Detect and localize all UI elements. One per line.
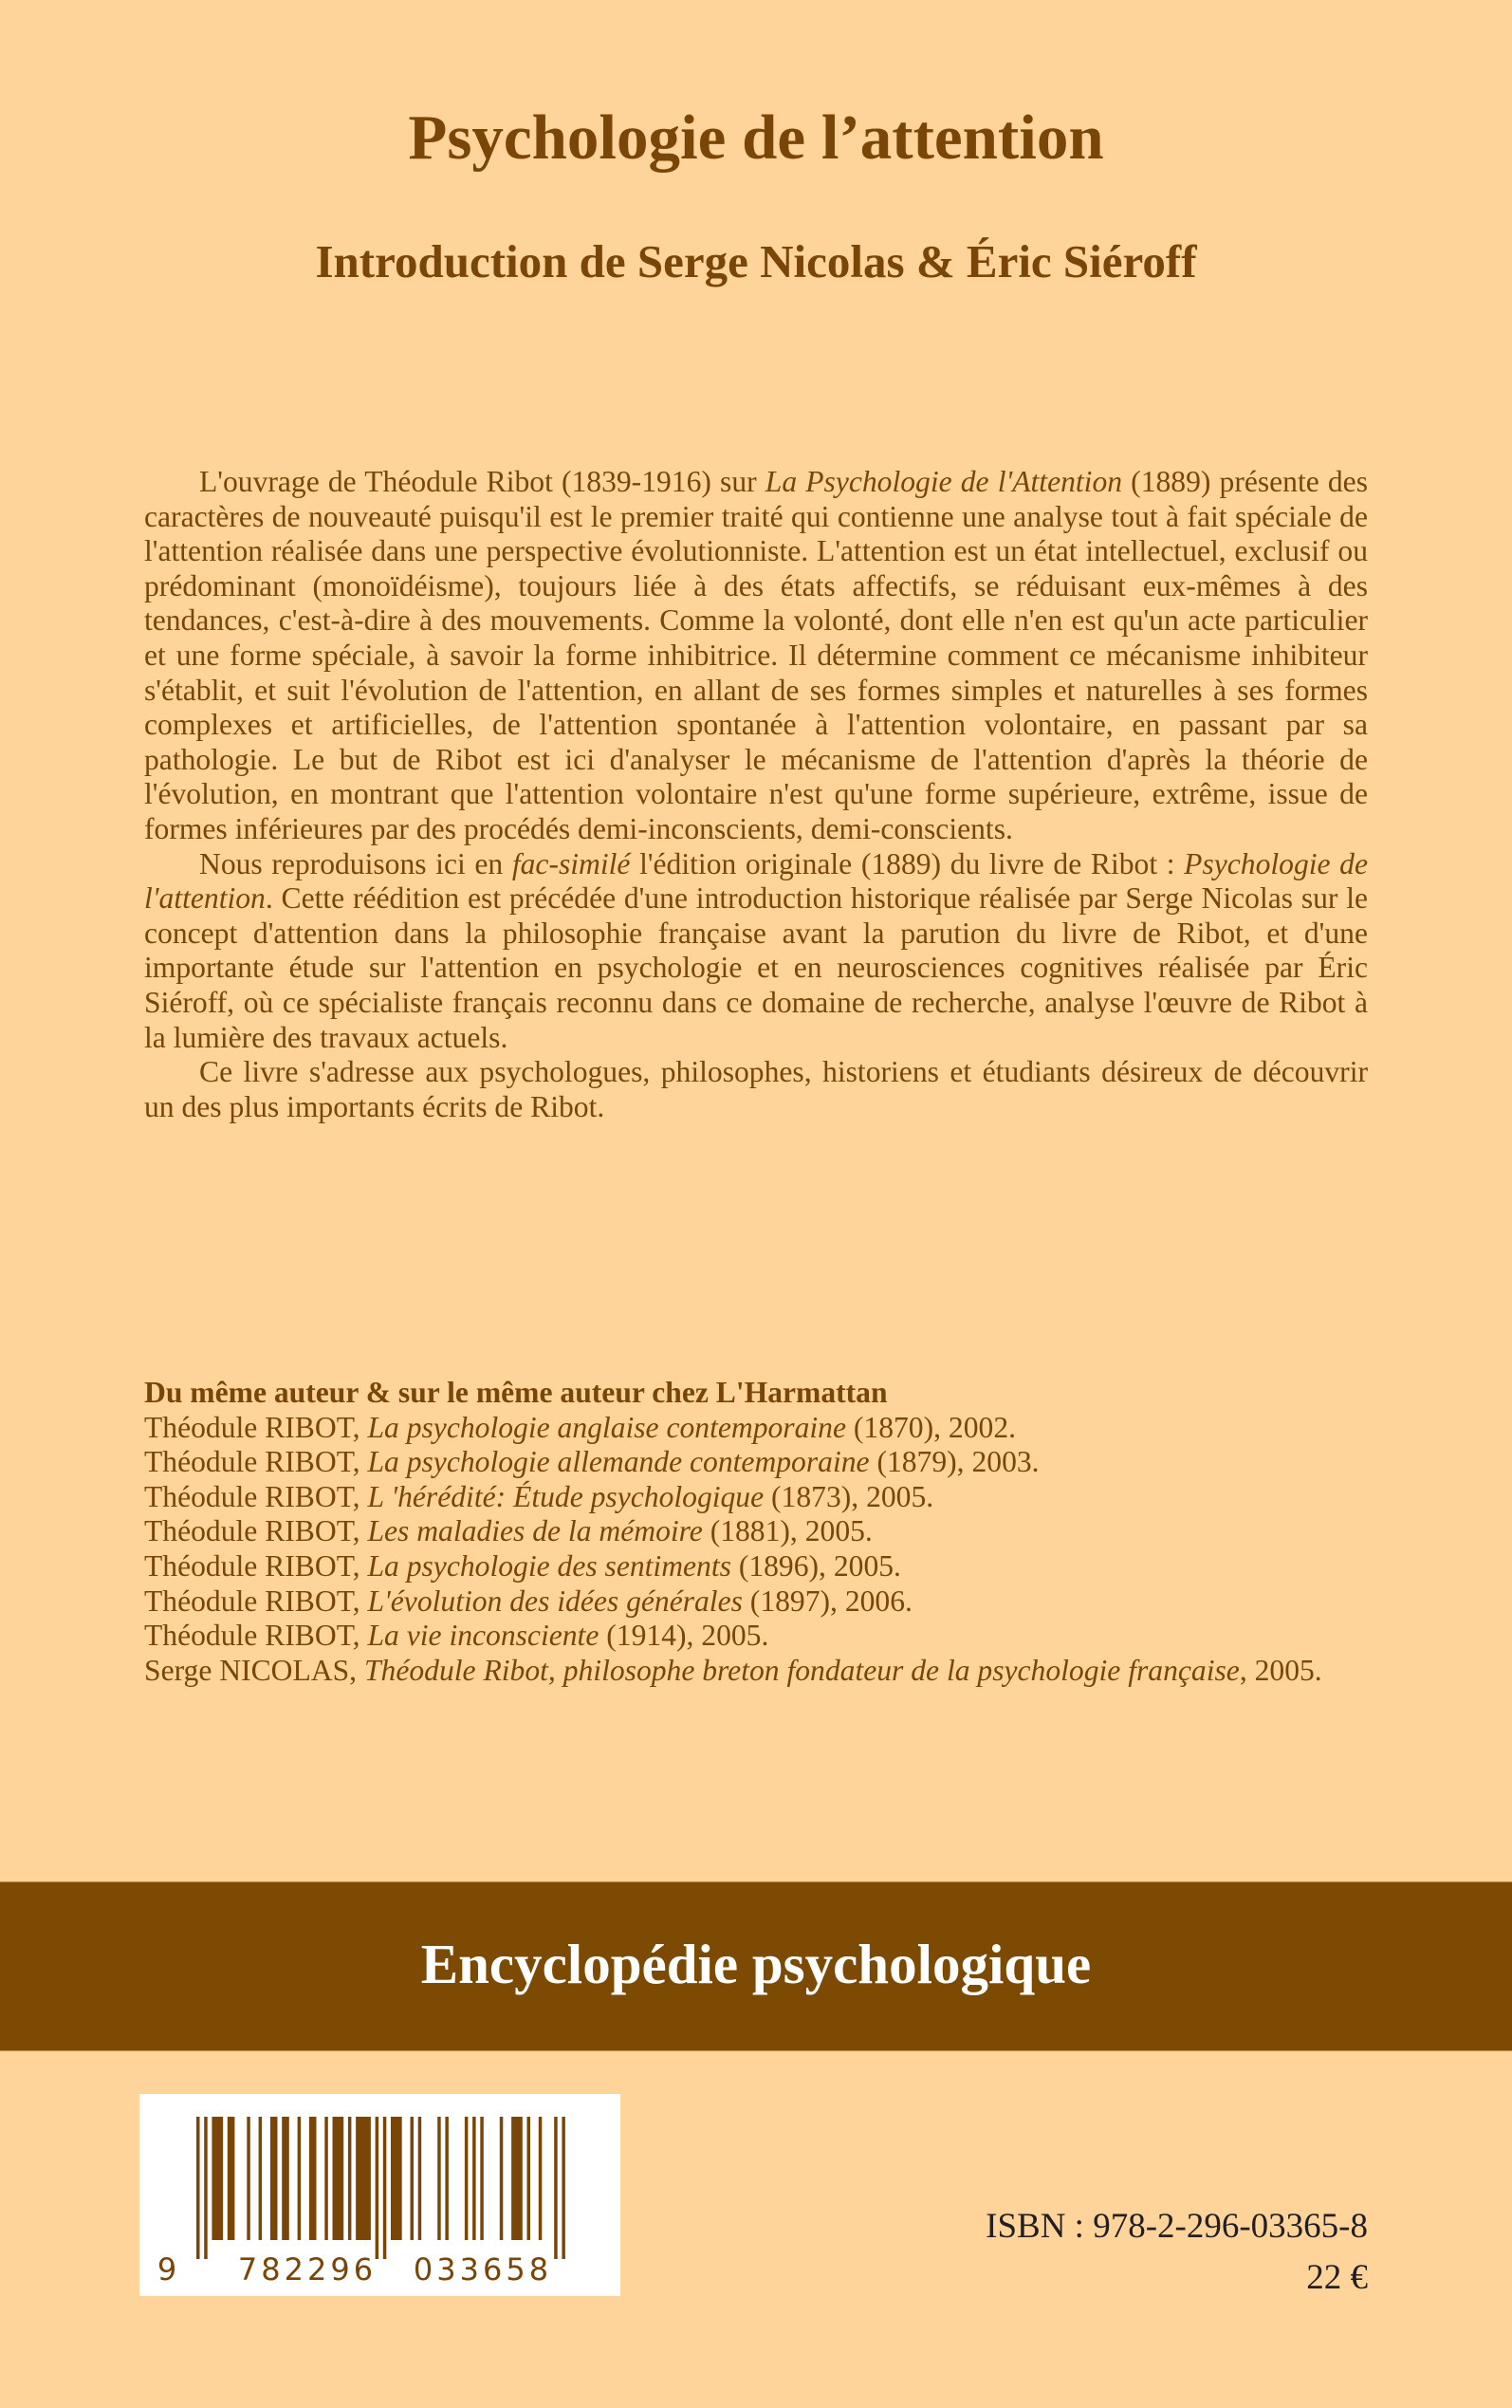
- series-band: [0, 1881, 1512, 2051]
- entry-author: Théodule RIBOT,: [144, 1619, 368, 1653]
- barcode-left-digits: 782296: [237, 2251, 378, 2288]
- price-label: 22 €: [1306, 2258, 1368, 2297]
- entry-year: , 2005.: [1239, 1653, 1322, 1687]
- entry-author: Théodule RIBOT,: [144, 1410, 368, 1444]
- entry-author: Théodule RIBOT,: [144, 1584, 368, 1618]
- barcode-right-digits: 033658: [413, 2251, 553, 2288]
- entry-title: La psychologie anglaise contemporaine: [367, 1410, 846, 1444]
- entry-title: Les maladies de la mémoire: [367, 1514, 703, 1548]
- barcode: [139, 2094, 620, 2296]
- entry-author: Serge NICOLAS,: [144, 1653, 364, 1687]
- description-paragraph: [144, 465, 1368, 847]
- bibliography-entry: [144, 1549, 1368, 1584]
- entry-year: (1881), 2005.: [702, 1514, 873, 1548]
- entry-title: La vie inconsciente: [367, 1619, 599, 1653]
- entry-author: Théodule RIBOT,: [144, 1445, 368, 1479]
- entry-year: (1873), 2005.: [764, 1479, 934, 1513]
- entry-author: Théodule RIBOT,: [144, 1514, 368, 1548]
- book-title: Psychologie de l’attention: [408, 102, 1104, 173]
- bibliography-section: [144, 1376, 1368, 1688]
- entry-title: L'évolution des idées générales: [367, 1584, 743, 1618]
- italic-title-text: fac-similé: [511, 846, 631, 880]
- description-paragraph: [144, 1055, 1368, 1124]
- entry-year: (1914), 2005.: [599, 1619, 769, 1653]
- bibliography-entry: [144, 1619, 1368, 1654]
- paragraph-text: (1889) présente des caractères de nouveauté puisqu'il est le premier traité qui contienne une analyse tout à fait spéciale de l'attention réalisée dans une perspective évolutionniste. L'attention est un état intellectuel, exclusif ou prédominant (monoïdéisme), toujours liée à des états affectifs, se réduisant eux-mêmes à des tendances, c'est-à-dire à des mouvements. Comme la volonté, dont elle n'en est qu'un acte particulier et une forme spéciale, à savoir la forme inhibitrice. Il détermine comment ce mécanisme inhibiteur s'établit, et suit l'évolution de l'attention, en allant de ses formes simples et naturelles à ses formes complexes et artificielles, de l'attention spontanée à l'attention volontaire, en passant par sa pathologie. Le but de Ribot est ici d'analyser le mécanisme de l'attention d'après la théorie de l'évolution, en montrant que l'attention volontaire n'est qu'une forme supérieure, extrême, issue de formes inférieures par des procédés demi-inconscients, demi-conscients.: [144, 465, 1369, 845]
- entry-year: (1870), 2002.: [846, 1410, 1017, 1444]
- barcode-first-digit: 9: [157, 2251, 177, 2288]
- entry-title: Théodule Ribot, philosophe breton fondateur de la psychologie française: [363, 1653, 1240, 1687]
- paragraph-text: l'édition originale (1889) du livre de Ribot :: [630, 846, 1185, 880]
- entry-author: Théodule RIBOT,: [144, 1479, 368, 1513]
- barcode-bars: [196, 2117, 565, 2259]
- bibliography-list: [144, 1411, 1368, 1689]
- series-name: Encyclopédie psychologique: [420, 1933, 1092, 1995]
- entry-author: Théodule RIBOT,: [144, 1548, 368, 1583]
- bibliography-entry: [144, 1445, 1368, 1480]
- entry-year: (1897), 2006.: [742, 1584, 913, 1618]
- entry-title: L 'hérédité: Étude psychologique: [367, 1479, 765, 1513]
- italic-title-text: Psychologie de l'attention: [144, 846, 1368, 916]
- back-cover-description: [144, 465, 1368, 1124]
- entry-title: La psychologie des sentiments: [367, 1548, 731, 1583]
- paragraph-text: . Cette réédition est précédée d'une introduction historique réalisée par Serge Nicolas sur le concept d'attention dans la philosophie française avant la parution du livre de Ribot, et d'une importante étude sur l'attention en psychologie et en neurosciences cognitives réalisée par Éric Siéroff, où ce spécialiste français reconnu dans ce domaine de recherche, analyse l'œuvre de Ribot à la lumière des travaux actuels.: [144, 881, 1368, 1054]
- paragraph-text: Nous reproduisons ici en: [199, 846, 512, 880]
- bibliography-entry: [144, 1584, 1368, 1620]
- entry-year: (1879), 2003.: [869, 1445, 1040, 1479]
- paragraph-text: Ce livre s'adresse aux psychologues, philosophes, historiens et étudiants désireux de découvrir un des plus importants écrits de Ribot.: [144, 1055, 1368, 1123]
- bibliography-entry: [144, 1480, 1368, 1515]
- entry-title: La psychologie allemande contemporaine: [367, 1445, 870, 1479]
- entry-year: (1896), 2005.: [730, 1548, 901, 1583]
- paragraph-text: L'ouvrage de Théodule Ribot (1839-1916) sur: [199, 465, 765, 498]
- book-subtitle: Introduction de Serge Nicolas & Éric Siéroff: [315, 235, 1197, 287]
- italic-title-text: La Psychologie de l'Attention: [765, 465, 1123, 498]
- bibliography-entry: [144, 1514, 1368, 1549]
- description-paragraph: [144, 847, 1368, 1056]
- barcode-icon: [139, 2094, 620, 2296]
- bibliography-entry: [144, 1411, 1368, 1446]
- bibliography-heading: Du même auteur & sur le même auteur chez L'Harmattan: [144, 1376, 888, 1409]
- isbn-label: ISBN : 978-2-296-03365-8: [986, 2207, 1368, 2246]
- bibliography-entry: [144, 1654, 1368, 1689]
